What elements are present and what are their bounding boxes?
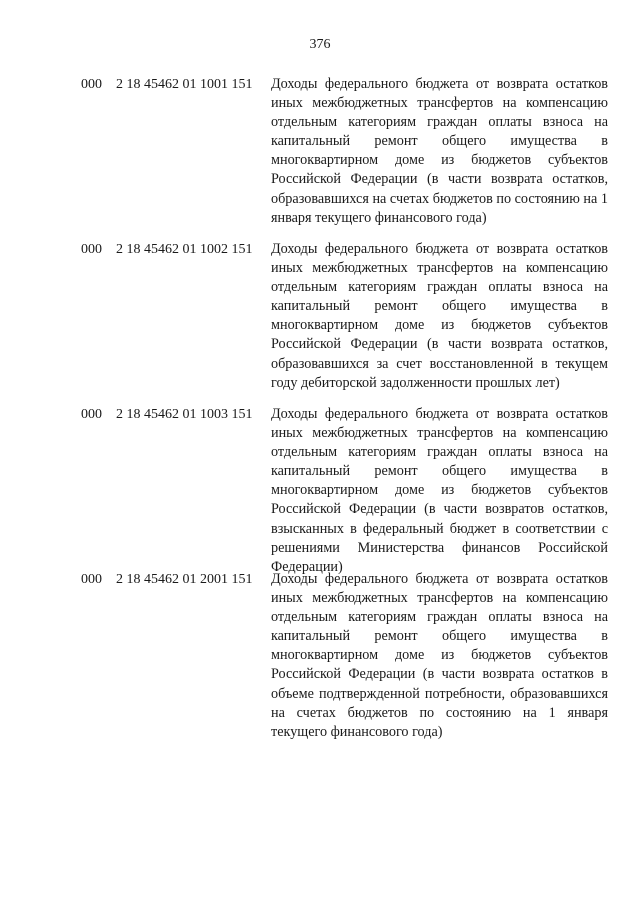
budget-code-list (0, 75, 640, 740)
revenue-description: Доходы федерального бюджета от возврата остатков иных межбюджетных трансфертов на компенсацию отдельным категориям граждан оплаты взноса на капитальный ремонт общего имущества в многоквартирном доме из бюджетов субъектов Российской Федерации (в части возврата остатков, образовавшихся за счет восстановленной в текущем году дебиторской задолженности прошлых лет) (271, 241, 608, 391)
page-number: 376 (309, 37, 331, 52)
budget-classification-code: 2 18 45462 01 1001 151 (116, 77, 253, 92)
revenue-description: Доходы федерального бюджета от возврата остатков иных межбюджетных трансфертов на компенсацию отдельным категориям граждан оплаты взноса на капитальный ремонт общего имущества в многоквартирном доме из бюджетов субъектов Российской Федерации (в части возврата остатков, образовавшихся на счетах бюджетов по состоянию на 1 января текущего финансового года) (271, 76, 608, 226)
admin-code: 000 (81, 242, 102, 257)
budget-classification-code: 2 18 45462 01 1003 151 (116, 407, 253, 422)
revenue-description: Доходы федерального бюджета от возврата остатков иных межбюджетных трансфертов на компенсацию отдельным категориям граждан оплаты взноса на капитальный ремонт общего имущества в многоквартирном доме из бюджетов субъектов Российской Федерации (в части возврата остатков в объеме подтвержденной потребности, образовавшихся на счетах бюджетов по состоянию на 1 января текущего финансового года) (271, 571, 608, 740)
admin-code: 000 (81, 77, 102, 92)
admin-code: 000 (81, 572, 102, 587)
revenue-description: Доходы федерального бюджета от возврата остатков иных межбюджетных трансфертов на компенсацию отдельным категориям граждан оплаты взноса на капитальный ремонт общего имущества в многоквартирном доме из бюджетов субъектов Российской Федерации (в части возвратов остатков, взысканных в федеральный бюджет в соответствии с решениями Министерства финансов Российской Федерации) (271, 406, 608, 575)
list-item (0, 240, 640, 405)
admin-code: 000 (81, 407, 102, 422)
budget-classification-code: 2 18 45462 01 1002 151 (116, 242, 253, 257)
list-item (0, 75, 640, 240)
list-item (0, 405, 640, 575)
budget-classification-code: 2 18 45462 01 2001 151 (116, 572, 253, 587)
list-item (0, 570, 640, 740)
